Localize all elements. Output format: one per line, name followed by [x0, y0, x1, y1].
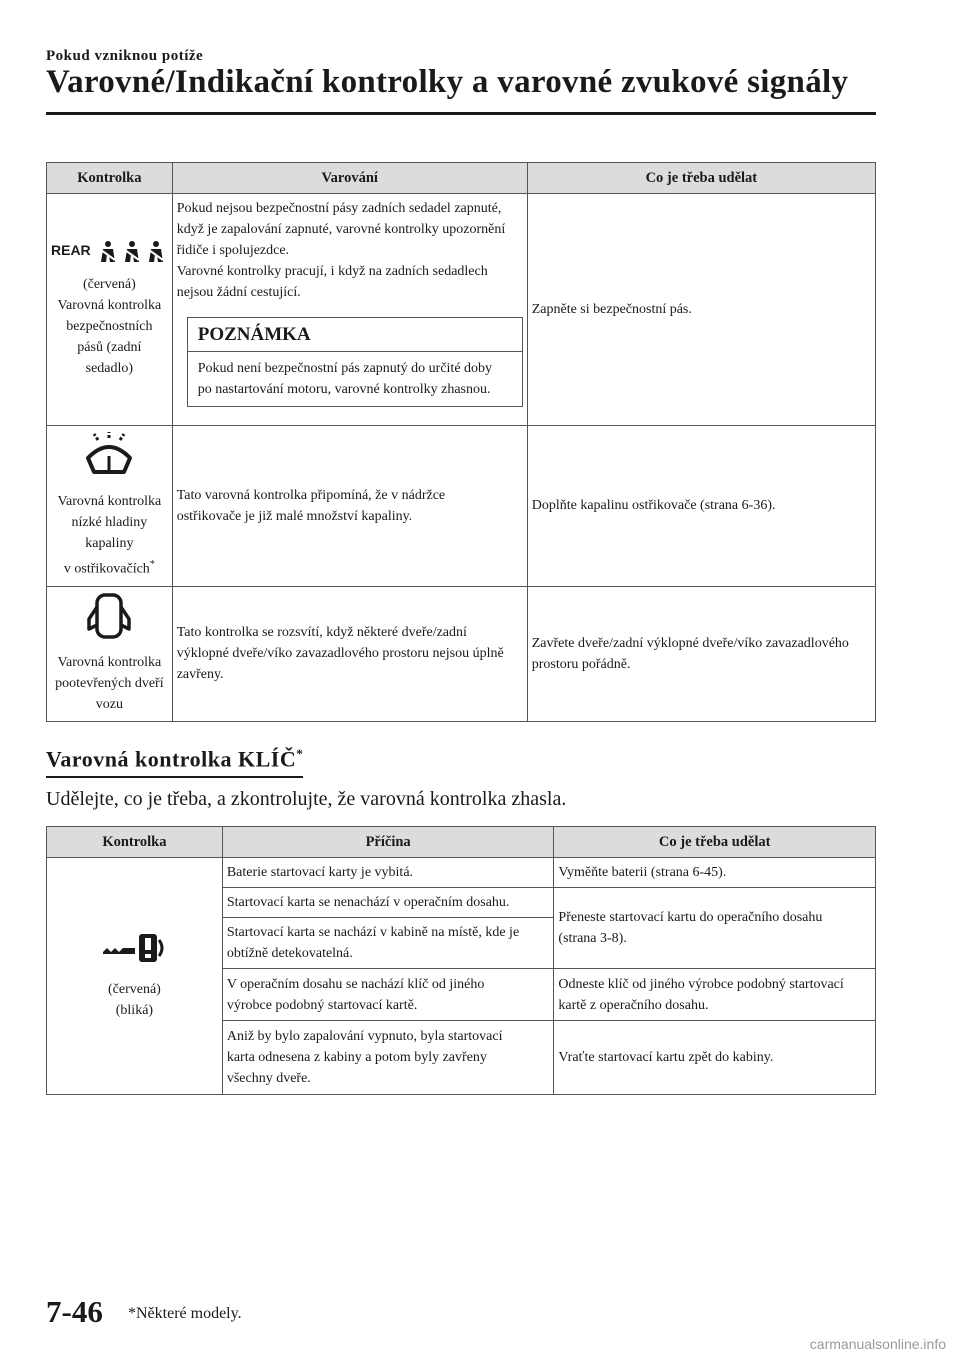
caption-line: vozu — [95, 696, 123, 712]
action-line: Zavřete dveře/zadní výklopné dveře/víko zavazadlového — [531, 635, 849, 651]
action-line: kartě z operačního dosahu. — [558, 997, 709, 1013]
cause-cell — [222, 888, 554, 918]
table-row — [47, 194, 876, 426]
door-ajar-icon — [51, 593, 168, 646]
note-title: POZNÁMKA — [188, 318, 522, 352]
warning-line: Tato kontrolka se rozsvítí, když některé dveře/zadní — [176, 625, 467, 641]
indicator-caption — [51, 979, 218, 1021]
indicator-caption — [51, 652, 168, 715]
column-header: Co je třeba udělat — [527, 163, 875, 194]
warning-line: Tato varovná kontrolka připomíná, že v nádržce — [176, 487, 446, 503]
warning-line: ostřikovače je již malé množství kapaliny. — [176, 508, 413, 524]
table-row — [47, 858, 876, 888]
action-cell — [554, 888, 876, 969]
indicator-cell — [47, 586, 173, 721]
rear-label: REAR — [51, 242, 91, 258]
cause-line: výrobce podobný startovací kartě. — [226, 997, 418, 1013]
rear-seatbelt-warning-icon — [51, 240, 168, 266]
action-line: Vyměňte baterii (strana 6-45). — [558, 865, 727, 880]
cause-line: Startovací karta se nachází v kabině na místě, kde je — [226, 925, 520, 940]
caption-line: Varovná kontrolka — [57, 654, 162, 670]
warning-line: když je zapalování zapnuté, varovné kontrolky upozornění — [176, 222, 506, 237]
title-rule — [46, 112, 876, 115]
footnote-asterisk: * — [296, 746, 304, 761]
warning-cell — [172, 586, 527, 721]
action-line: (strana 3-8). — [558, 931, 627, 946]
warning-line: výklopné dveře/víko zavazadlového prostoru nejsou úplně — [176, 646, 504, 662]
cause-line: obtížně detekovatelná. — [226, 946, 353, 961]
note-body — [188, 352, 522, 406]
column-header: Varování — [172, 163, 527, 194]
note-line: po nastartování motoru, varovné kontrolky zhasnou. — [197, 382, 491, 397]
section-label: Pokud vzniknou potíže — [46, 48, 204, 64]
watermark: carmanualsonline.info — [809, 1336, 946, 1352]
page-title: Varovné/Indikační kontrolky a varovné zvukové signály — [46, 64, 849, 100]
column-header: Kontrolka — [47, 163, 173, 194]
warning-line: zavřeny. — [176, 667, 224, 683]
indicator-cell — [47, 426, 173, 587]
section-heading — [46, 746, 303, 778]
action-cell — [527, 586, 875, 721]
cause-line: Baterie startovací karty je vybitá. — [226, 865, 414, 880]
cause-line: Startovací karta se nenachází v operačním dosahu. — [226, 895, 510, 910]
cause-line: V operačním dosahu se nachází klíč od jiného — [226, 976, 485, 992]
indicator-cell — [47, 858, 223, 1095]
caption-line: (bliká) — [115, 1002, 154, 1018]
cause-line: Aniž by bylo zapalování vypnuto, byla startovací — [226, 1029, 503, 1044]
table-header-row — [47, 827, 876, 858]
note-box — [187, 317, 523, 407]
table-header-row — [47, 163, 876, 194]
table-row — [47, 426, 876, 587]
cause-line: všechny dveře. — [226, 1071, 311, 1086]
note-line: Pokud není bezpečnostní pás zapnutý do určité doby — [197, 361, 493, 376]
indicator-caption: Varovná kontrolka bezpečnostních pásů (zadní sedadlo) — [57, 298, 162, 376]
caption-line: nízké hladiny — [71, 515, 148, 530]
cause-cell — [222, 1021, 554, 1095]
caption-line: Varovná kontrolka — [57, 494, 162, 509]
warning-cell — [172, 426, 527, 587]
action-cell — [554, 858, 876, 888]
caption-line: (červená) — [107, 981, 161, 997]
intro-text: Udělejte, co je třeba, a zkontrolujte, že varovná kontrolka zhasla. — [46, 788, 567, 810]
caption-text: v ostřikovačích — [63, 561, 150, 577]
cause-cell — [222, 969, 554, 1021]
warning-cell — [172, 194, 527, 426]
action-cell — [554, 1021, 876, 1095]
cause-cell — [222, 858, 554, 888]
indicator-color: (červená) — [82, 277, 136, 292]
action-cell: Doplňte kapalinu ostřikovače (strana 6-36). — [527, 426, 875, 587]
warning-table — [46, 162, 876, 722]
caption-line: pootevřených dveří — [55, 675, 164, 691]
key-warning-icon — [51, 932, 218, 973]
action-line: Odneste klíč od jiného výrobce podobný startovací — [558, 976, 844, 992]
column-header: Kontrolka — [47, 827, 223, 858]
action-cell: Zapněte si bezpečnostní pás. — [527, 194, 875, 426]
action-cell — [554, 969, 876, 1021]
caption-line: kapaliny — [85, 536, 134, 551]
footnote-asterisk: * — [149, 559, 155, 570]
action-line: prostoru pořádně. — [531, 656, 631, 672]
key-warning-table — [46, 826, 876, 1095]
warning-line: řidiče i spolujezdce. — [176, 243, 290, 258]
cause-line: karta odnesena z kabiny a potom byly zavřeny — [226, 1050, 487, 1065]
footnote: *Některé modely. — [128, 1305, 242, 1322]
column-header: Příčina — [222, 827, 554, 858]
warning-line: nejsou žádní cestující. — [176, 285, 301, 300]
cause-cell — [222, 918, 554, 969]
table-row — [47, 586, 876, 721]
action-line: Přeneste startovací kartu do operačního dosahu — [558, 910, 823, 925]
warning-line: Varovné kontrolky pracují, i když na zadních sedadlech — [176, 264, 488, 279]
action-line: Vraťte startovací kartu zpět do kabiny. — [558, 1050, 774, 1065]
warning-line: Pokud nejsou bezpečnostní pásy zadních sedadel zapnuté, — [176, 201, 502, 216]
indicator-cell — [47, 194, 173, 426]
column-header: Co je třeba udělat — [554, 827, 876, 858]
indicator-caption — [51, 491, 168, 580]
caption-line — [51, 554, 168, 580]
page-number: 7-46 — [46, 1294, 103, 1329]
washer-fluid-icon — [51, 432, 168, 483]
section-heading-text: Varovná kontrolka KLÍČ — [46, 746, 297, 772]
